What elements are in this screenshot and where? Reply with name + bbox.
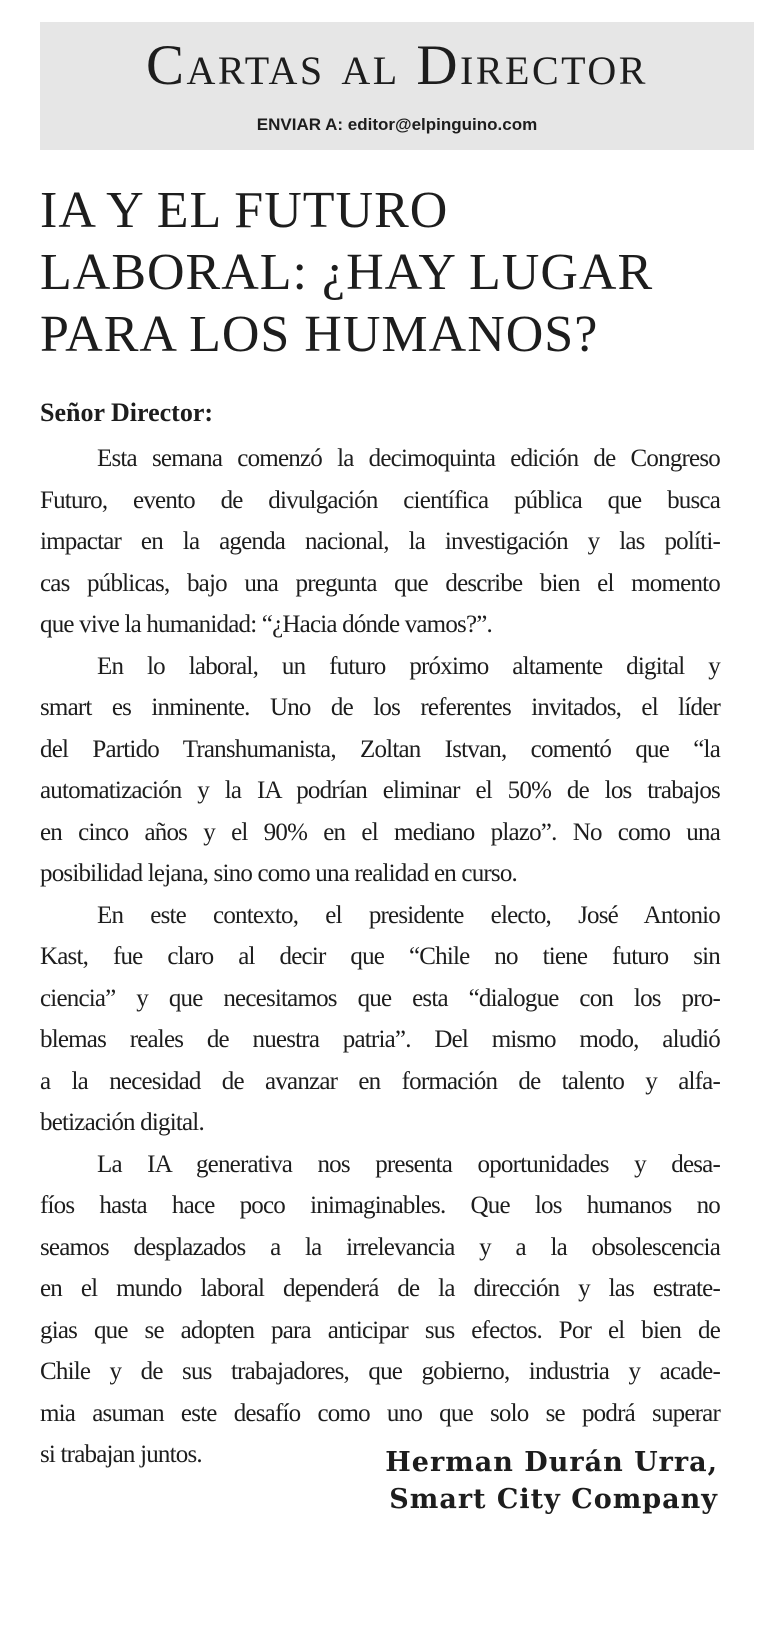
headline-line: PARA LOS HUMANOS? bbox=[40, 306, 599, 363]
paragraph-line: si trabajan juntos. bbox=[40, 1441, 202, 1468]
letter-paragraph bbox=[40, 438, 720, 646]
headline bbox=[40, 180, 754, 366]
paragraph-line: betización digital. bbox=[40, 1109, 204, 1136]
paragraph-line: En lo laboral, un futuro próximo altamente digital y bbox=[97, 652, 720, 680]
paragraph-line: automatización y la IA podrían eliminar el 50% de los trabajos bbox=[40, 777, 720, 804]
signature-company: Smart City Company bbox=[389, 1484, 718, 1515]
letter-paragraph bbox=[40, 895, 720, 1144]
paragraph-line: mia asuman este desafío como uno que solo se podrá superar bbox=[40, 1399, 720, 1427]
signature bbox=[385, 1444, 718, 1518]
paragraph-line: posibilidad lejana, sino como una realidad en curso. bbox=[40, 860, 518, 887]
paragraph-line: del Partido Transhumanista, Zoltan Istvan, comentó que “la bbox=[40, 735, 720, 763]
paragraph-line: gias que se adopten para anticipar sus efectos. Por el bien de bbox=[40, 1316, 720, 1344]
paragraph-line: en el mundo laboral dependerá de la dirección y las estrate- bbox=[40, 1275, 720, 1302]
section-header bbox=[40, 22, 754, 150]
letter-body bbox=[40, 438, 720, 1476]
send-to-email: ENVIAR A: editor@elpinguino.com bbox=[256, 115, 538, 134]
paragraph-line: Futuro, evento de divulgación científica pública que busca bbox=[40, 486, 720, 514]
paragraph-line: Kast, fue claro al decir que “Chile no tiene futuro sin bbox=[40, 943, 720, 970]
signature-name: Herman Durán Urra, bbox=[385, 1447, 718, 1478]
paragraph-line: Chile y de sus trabajadores, que gobierno, industria y acade- bbox=[40, 1358, 720, 1385]
letter-paragraph bbox=[40, 646, 720, 895]
paragraph-line: cas públicas, bajo una pregunta que describe bien el momento bbox=[40, 569, 720, 597]
paragraph-line: smart es inminente. Uno de los referentes invitados, el líder bbox=[40, 694, 720, 721]
paragraph-line: que vive la humanidad: “¿Hacia dónde vamos?”. bbox=[40, 611, 493, 638]
paragraph-line: Esta semana comenzó la decimoquinta edición de Congreso bbox=[97, 445, 720, 472]
letter-paragraph bbox=[40, 1144, 720, 1476]
paragraph-line: impactar en la agenda nacional, la investigación y las políti- bbox=[40, 528, 720, 555]
paragraph-line: fíos hasta hace poco inimaginables. Que los humanos no bbox=[40, 1192, 720, 1219]
headline-line: IA Y EL FUTURO bbox=[40, 182, 449, 239]
section-title: Cartas al Director bbox=[146, 34, 648, 97]
salutation: Señor Director: bbox=[40, 398, 214, 427]
paragraph-line: En este contexto, el presidente electo, José Antonio bbox=[97, 901, 720, 929]
paragraph-line: a la necesidad de avanzar en formación de talento y alfa- bbox=[40, 1067, 720, 1095]
paragraph-line: seamos desplazados a la irrelevancia y a la obsolescencia bbox=[40, 1233, 720, 1261]
paragraph-line: en cinco años y el 90% en el mediano plazo”. No como una bbox=[40, 818, 720, 846]
paragraph-line: ciencia” y que necesitamos que esta “dialogue con los pro- bbox=[40, 984, 720, 1012]
headline-line: LABORAL: ¿HAY LUGAR bbox=[40, 244, 654, 301]
paragraph-line: blemas reales de nuestra patria”. Del mismo modo, aludió bbox=[40, 1026, 720, 1053]
paragraph-line: La IA generativa nos presenta oportunidades y desa- bbox=[97, 1150, 720, 1178]
